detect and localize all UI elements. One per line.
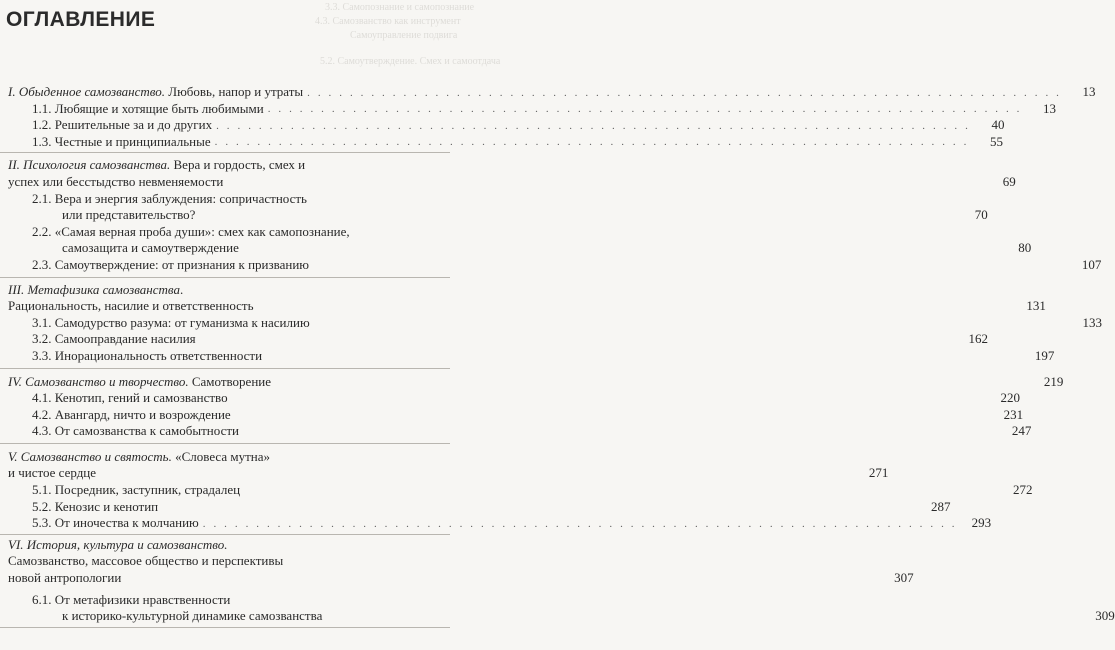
toc-entry-2-2-cont[interactable]: самозащита и самоутверждение 80 [62, 240, 1032, 256]
chapter-2-page: 69 [1002, 173, 1016, 189]
chapter-2-title-cont[interactable]: успех или бесстыдство невменяемости 69 [8, 173, 1016, 189]
chapter-6-title-cont[interactable]: Самозванство, массовое общество и перспективы [8, 553, 284, 569]
chapter-5 [0, 444, 1033, 535]
chapter-1-italic: Обыденное самозванство. [18, 84, 166, 99]
toc-entry-4-3[interactable]: 4.3. От самозванства к самобытности 247 [32, 423, 1032, 439]
chapter-5-page: 271 [868, 465, 889, 481]
entry-page: 309 [1095, 608, 1115, 624]
entry-page: 107 [1081, 256, 1102, 272]
chapter-1-page: 13 [1082, 84, 1096, 99]
entry-page: 40 [991, 117, 1005, 133]
toc-entry-2-3[interactable]: 2.3. Самоутверждение: от признания к призванию 107 [32, 256, 1102, 272]
chapter-6 [0, 535, 1115, 628]
dot-leader [215, 137, 969, 147]
toc-heading: ОГЛАВЛЕНИЕ [6, 8, 156, 31]
chapter-3-title[interactable]: III. Метафизика самозванства. [8, 281, 184, 297]
chapter-3-title-cont[interactable]: Рациональность, насилие и ответственность 131 [8, 298, 1046, 314]
toc-entry-3-3[interactable]: 3.3. Инорациональность ответственности 197 [32, 347, 1055, 363]
toc-entry-1-1[interactable]: 1.1. Любящие и хотящие быть любимыми . . . 13 [0, 101, 450, 118]
entry-page: 247 [1011, 423, 1032, 439]
chapter-3-page: 131 [1026, 298, 1046, 314]
chapter-5-title-cont[interactable]: и чистое сердце 271 [8, 465, 889, 481]
entry-page: 133 [1082, 314, 1103, 330]
chapter-2 [0, 153, 1102, 277]
chapter-5-title[interactable]: V. Самозванство и святость. «Словеса мутна» [8, 448, 271, 464]
chapter-1 [0, 80, 1096, 153]
chapter-2-title[interactable]: II. Психология самозванства. Вера и гордость, смех и [8, 157, 306, 173]
toc-entry-6-1-cont[interactable]: к историко-культурной динамике самозванства 309 [62, 608, 1115, 624]
chapter-4-page: 219 [1043, 373, 1064, 389]
entry-page: 272 [1013, 482, 1033, 498]
chapter-1-rest: Любовь, напор и утраты [168, 84, 304, 99]
toc-entry-2-2[interactable]: 2.2. «Самая верная проба души»: смех как самопознание, [32, 223, 350, 239]
entry-page: 13 [1043, 100, 1057, 116]
facing-page-bleed: 3.3. Самопознание и самопознание 4.3. Самозванство как инструмент Самоуправление подвига 5.2. Самоутверждение. Смех и самоотдача [315, 2, 501, 67]
toc-entry-5-2[interactable]: 5.2. Кенозис и кенотип 287 [32, 498, 951, 514]
entry-page: 231 [1003, 406, 1024, 422]
toc-entry-5-3[interactable]: 5.3. От иночества к молчанию . . . 293 [0, 515, 450, 532]
chapter-6-title[interactable]: VI. История, культура и самозванство. [8, 536, 228, 552]
toc-entry-6-1[interactable]: 6.1. От метафизики нравственности [32, 591, 231, 607]
dot-leader [307, 88, 1061, 98]
entry-page: 162 [968, 331, 989, 347]
chapter-6-page: 307 [894, 570, 914, 586]
toc-entry-3-1[interactable]: 3.1. Самодурство разума: от гуманизма к насилию 133 [32, 314, 1103, 330]
entry-page: 287 [930, 498, 951, 514]
entry-page: 293 [971, 515, 992, 531]
toc-entry-4-1[interactable]: 4.1. Кенотип, гений и самозванство 220 [32, 390, 1020, 406]
toc-entry-4-2[interactable]: 4.2. Авангард, ничто и возрождение 231 [32, 406, 1024, 422]
table-of-contents [0, 80, 1115, 628]
entry-page: 197 [1034, 347, 1055, 363]
chapter-4-title[interactable]: IV. Самозванство и творчество. Самотворение 219 [8, 373, 1064, 389]
entry-page: 220 [1000, 390, 1020, 406]
toc-entry-2-1-cont[interactable]: или представительство? 70 [62, 207, 988, 223]
chapter-1-number: I. [8, 84, 16, 99]
entry-page: 80 [1018, 240, 1032, 256]
toc-entry-5-1[interactable]: 5.1. Посредник, заступник, страдалец 272 [32, 482, 1033, 498]
dot-leader [216, 121, 970, 131]
dot-leader [203, 519, 957, 529]
chapter-6-title-cont-2[interactable]: новой антропологии 307 [8, 570, 914, 586]
entry-page: 70 [974, 207, 988, 223]
dot-leader [268, 104, 1022, 114]
toc-entry-2-1[interactable]: 2.1. Вера и энергия заблуждения: сопричастность [32, 190, 307, 206]
toc-entry-3-2[interactable]: 3.2. Самооправдание насилия 162 [32, 331, 989, 347]
chapter-1-title[interactable] [0, 84, 1096, 101]
toc-entry-1-2[interactable]: 1.2. Решительные за и до других . . . 40 [0, 117, 450, 134]
chapter-4 [0, 369, 1064, 444]
chapter-3 [0, 278, 1103, 369]
entry-page: 55 [989, 133, 1003, 149]
toc-entry-1-3[interactable]: 1.3. Честные и принципиальные . . . 55 [0, 134, 450, 151]
